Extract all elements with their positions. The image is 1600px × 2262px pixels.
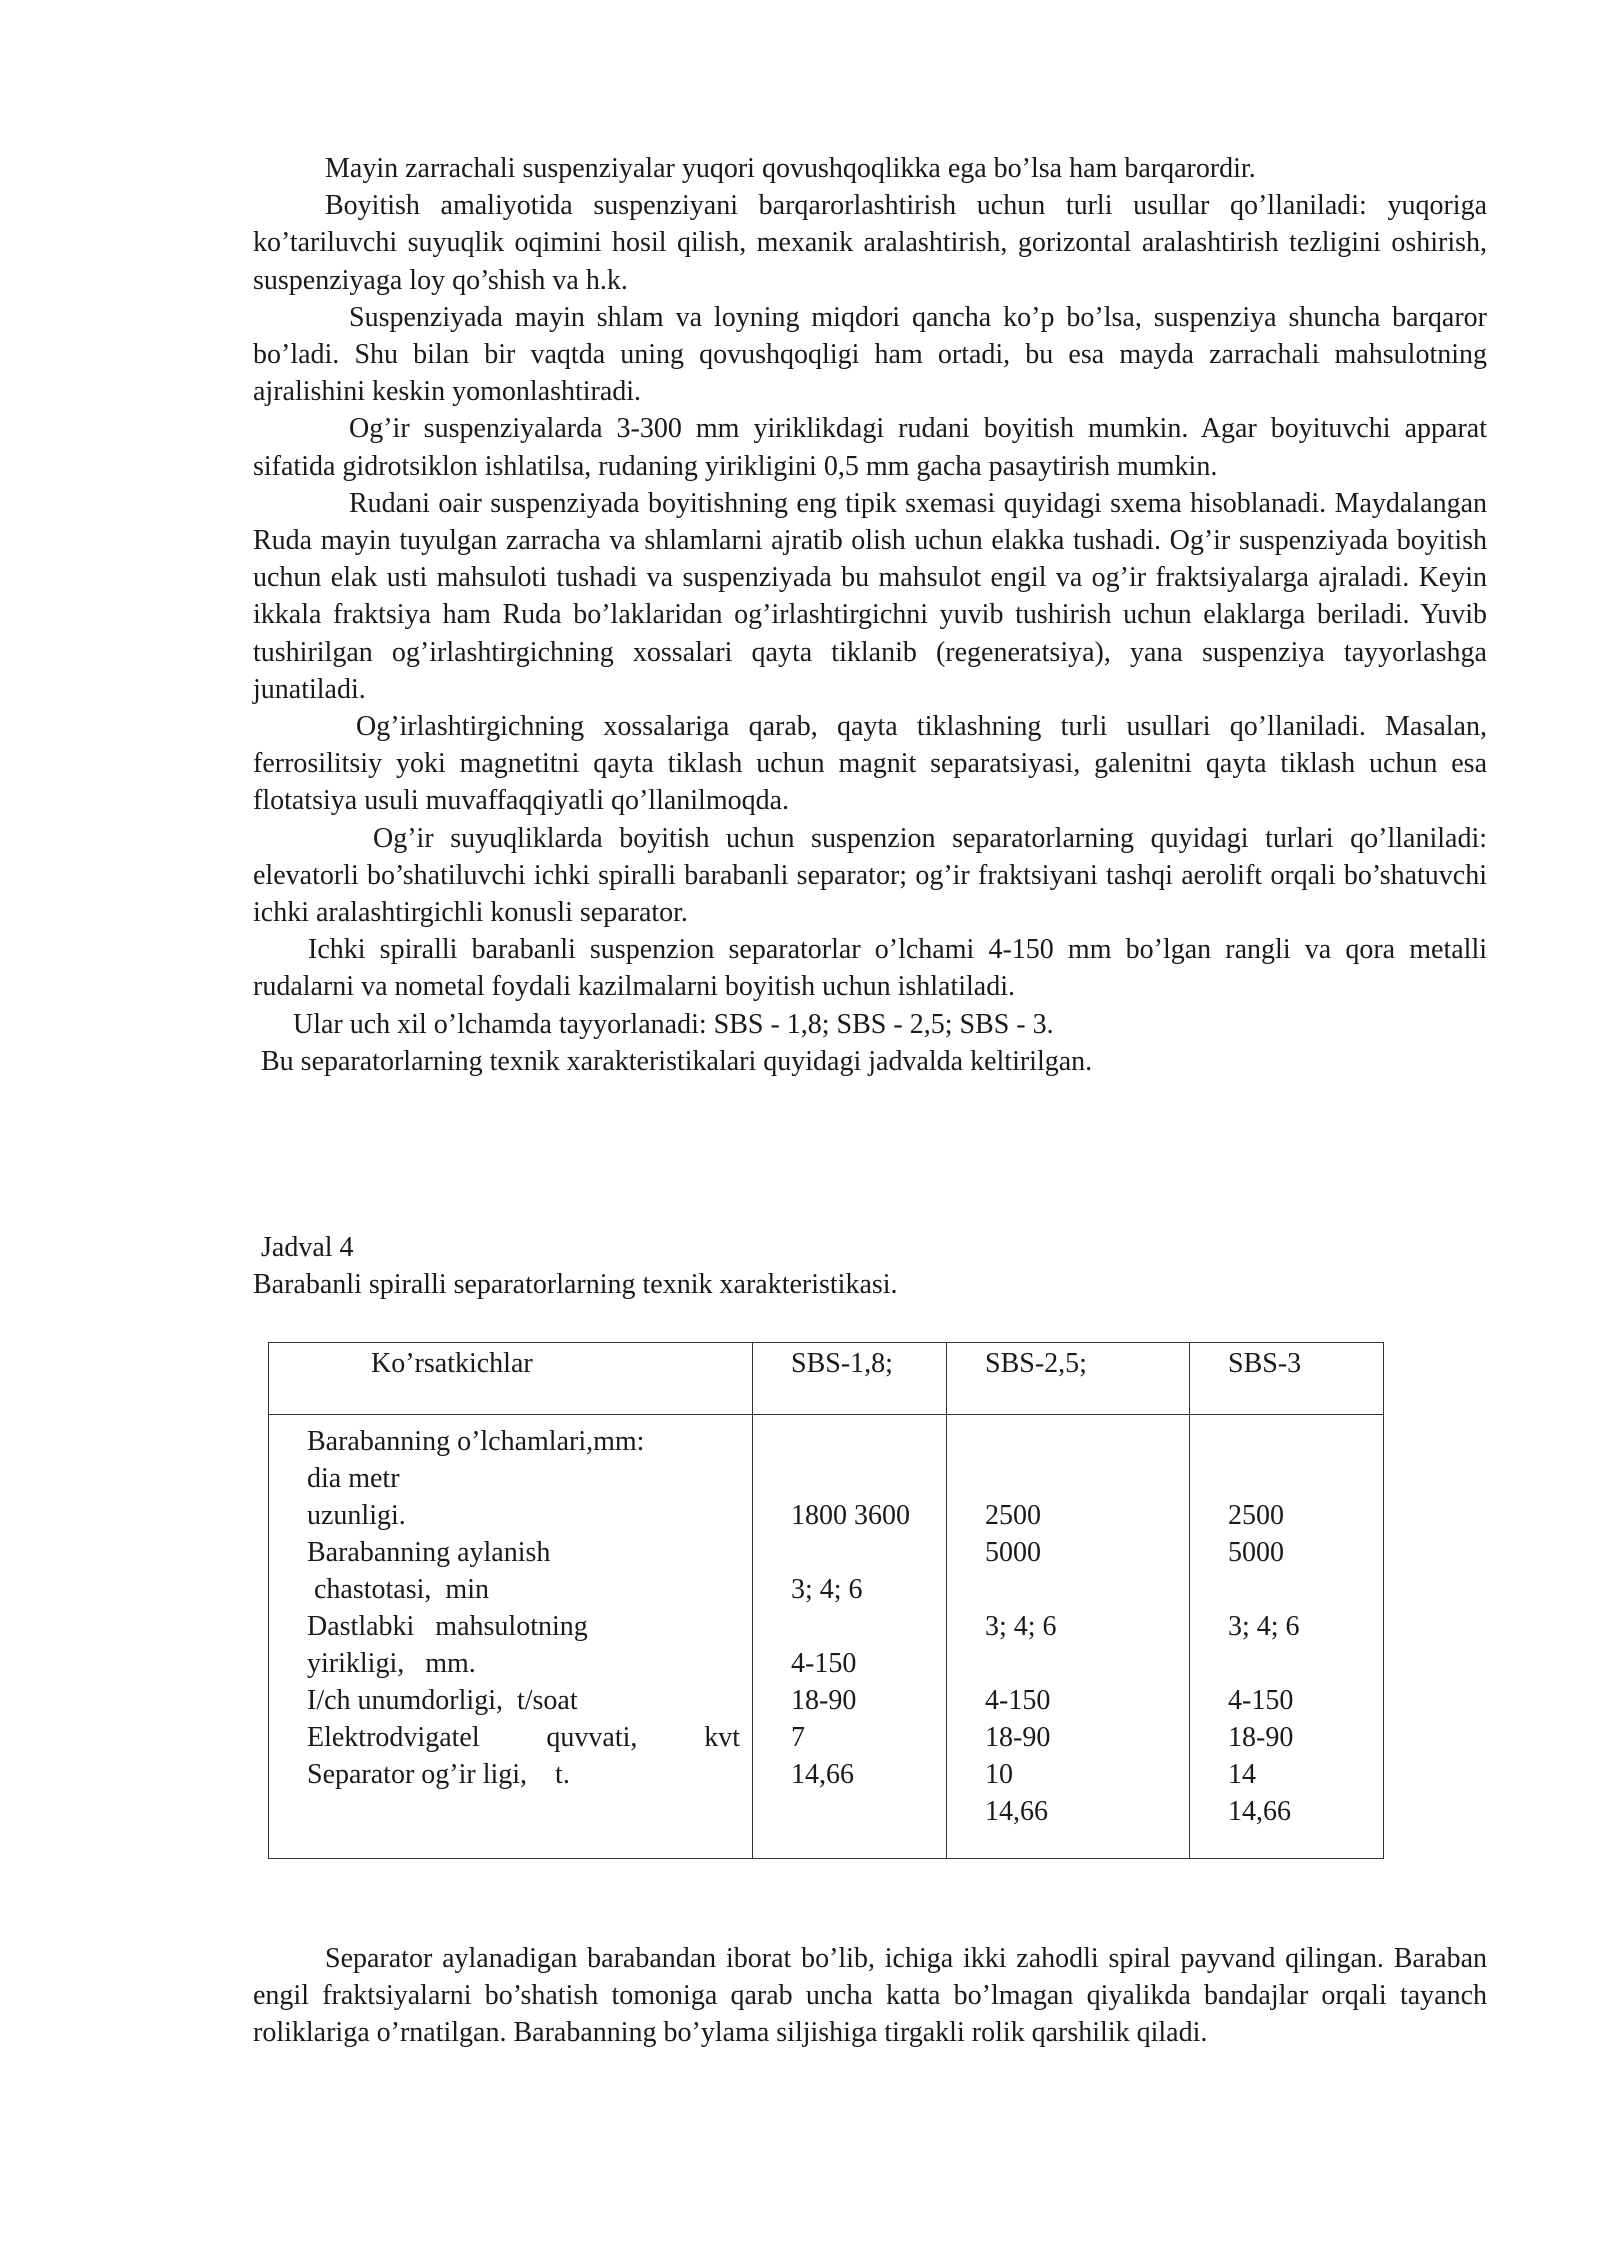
value: 18-90 [1228,1722,1294,1753]
value [1228,1645,1383,1682]
value [985,1645,1189,1682]
labels-cell [269,1415,753,1859]
value [791,1423,946,1460]
value: 14,66 [985,1796,1048,1827]
paragraph: Og’ir suspenziyalarda 3-300 mm yiriklikdagi rudani boyitish mumkin. Agar boyituvchi apparat sifatida gidrotsiklon ishlatilsa, rudaning yirikligini 0,5 mm gacha pasaytirish mumkin. [253,413,1487,482]
row-label: Elektrodvigatel quvvati, kvt [307,1722,740,1753]
row-label: Barabanning aylanish [307,1537,551,1568]
value: 2500 [985,1500,1041,1531]
values-cell-sbs-2-5 [947,1415,1190,1859]
table-header-row [269,1343,1384,1415]
value: 14,66 [791,1759,854,1790]
value: 18-90 [985,1722,1051,1753]
value [985,1460,1189,1497]
row-label: dia metr [307,1463,400,1494]
table-label: Jadval 4 [261,1232,354,1263]
row-label: chastotasi, min [307,1574,489,1605]
body-text [253,150,1487,1080]
value [1228,1571,1383,1608]
value: 14 [1228,1759,1256,1790]
table-row [269,1415,1384,1859]
paragraph: Suspenziyada mayin shlam va loyning miqdori qancha ko’p bo’lsa, suspenziya shuncha barqaror bo’ladi. Shu bilan bir vaqtda uning qovushqoqligi ham ortadi, bu esa mayda zarrachali mahsulotning ajralishini keskin yomonlashtiradi. [253,301,1487,408]
value: 2500 [1228,1500,1284,1531]
paragraph: Bu separatorlarning texnik xarakteristikalari quyidagi jadvalda keltirilgan. [261,1045,1093,1077]
value: 14,66 [1228,1796,1291,1827]
value: 4-150 [1228,1685,1294,1716]
header-cell: SBS-1,8; [753,1343,947,1415]
value [985,1423,1189,1460]
value: 18-90 [791,1685,857,1716]
paragraph: Ular uch xil o’lchamda tayyorlanadi: SBS - 1,8; SBS - 2,5; SBS - 3. [293,1008,1054,1040]
value: 3; 4; 6 [1228,1611,1300,1642]
header-cell: Ko’rsatkichlar [269,1343,753,1415]
paragraph: Og’irlashtirgichning xossalariga qarab, qayta tiklashning turli usullari qo’llaniladi. Masalan, ferrosilitsiy yoki magnetitni qayta tiklash uchun magnit separatsiyasi, galenitni qayta tiklash uchun esa flotatsiya usuli muvaffaqqiyatli qo’llanilmoqda. [253,711,1487,817]
value [1228,1460,1383,1497]
value: 3; 4; 6 [791,1574,863,1605]
value: 4-150 [791,1648,857,1679]
value [985,1571,1189,1608]
value: 5000 [985,1537,1041,1568]
value [791,1608,946,1645]
header-cell: SBS-3 [1190,1343,1384,1415]
value: 5000 [1228,1537,1284,1568]
values-cell-sbs-1-8 [753,1415,947,1859]
value: 7 [791,1722,805,1753]
value: 4-150 [985,1685,1051,1716]
paragraph: Rudani oair suspenziyada boyitishning eng tipik sxemasi quyidagi sxema hisoblanadi. Maydalangan Ruda mayin tuyulgan zarracha va shlamlarni ajratib olish uchun elakka tushadi. Og’ir suspenziyada boyitish uchun elak usti mahsuloti tushadi va suspenziyada bu mahsulot engil va og’ir fraktsiyalarga ajraladi. Keyin ikkala fraktsiya ham Ruda bo’laklaridan og’irlashtirgichni yuvib tushirish uchun elaklarga beriladi. Yuvib tushirilgan og’irlashtirgichning xossalari qayta tiklanib (regeneratsiya), yana suspenziya tayyorlashga junatiladi. [253,487,1487,705]
row-label: Separator og’ir ligi, t. [307,1759,570,1790]
row-label: uzunligi. [307,1500,406,1531]
table-caption [253,1229,1487,1303]
closing-text [253,1940,1487,2052]
value: 1800 3600 [791,1500,910,1531]
value [791,1460,946,1497]
paragraph: Ichki spiralli barabanli suspenzion separatorlar o’lchami 4-150 mm bo’lgan rangli va qora metalli rudalarni va nometal foydali kazilmalarni boyitish uchun ishlatiladi. [253,934,1487,1003]
spec-table [268,1342,1384,1859]
values-cell-sbs-3 [1190,1415,1384,1859]
paragraph: Boyitish amaliyotida suspenziyani barqarorlashtirish uchun turli usullar qo’llaniladi: yuqoriga ko’tariluvchi suyuqlik oqimini hosil qilish, mexanik aralashtirish, gorizontal aralashtirish tezligini oshirish, suspenziyaga loy qo’shish va h.k. [253,190,1487,296]
value: 10 [985,1759,1013,1790]
row-label: yirikligi, mm. [307,1648,476,1679]
row-label: I/ch unumdorligi, t/soat [307,1685,578,1716]
table-title: Barabanli spiralli separatorlarning texnik xarakteristikasi. [253,1269,898,1300]
paragraph: Og’ir suyuqliklarda boyitish uchun suspenzion separatorlarning quyidagi turlari qo’llaniladi: elevatorli bo’shatiluvchi ichki spiralli barabanli separator; og’ir fraktsiyani tashqi aerolift orqali bo’shatuvchi ichki aralashtirgichli konusli separator. [253,822,1487,929]
paragraph: Separator aylanadigan barabandan iborat bo’lib, ichiga ikki zahodli spiral payvand qilingan. Baraban engil fraktsiyalarni bo’shatish tomoniga qarab uncha katta bo’lmagan qiyalikda bandajlar orqali tayanch roliklariga o’rnatilgan. Barabanning bo’ylama siljishiga tirgakli rolik qarshilik qiladi. [253,1943,1487,2049]
value [791,1534,946,1571]
paragraph: Mayin zarrachali suspenziyalar yuqori qovushqoqlikka ega bo’lsa ham barqarordir. [325,153,1256,184]
row-label: Barabanning o’lchamlari,mm: [307,1426,645,1457]
row-label: Dastlabki mahsulotning [307,1611,588,1642]
value: 3; 4; 6 [985,1611,1057,1642]
value [1228,1423,1383,1460]
header-cell: SBS-2,5; [947,1343,1190,1415]
